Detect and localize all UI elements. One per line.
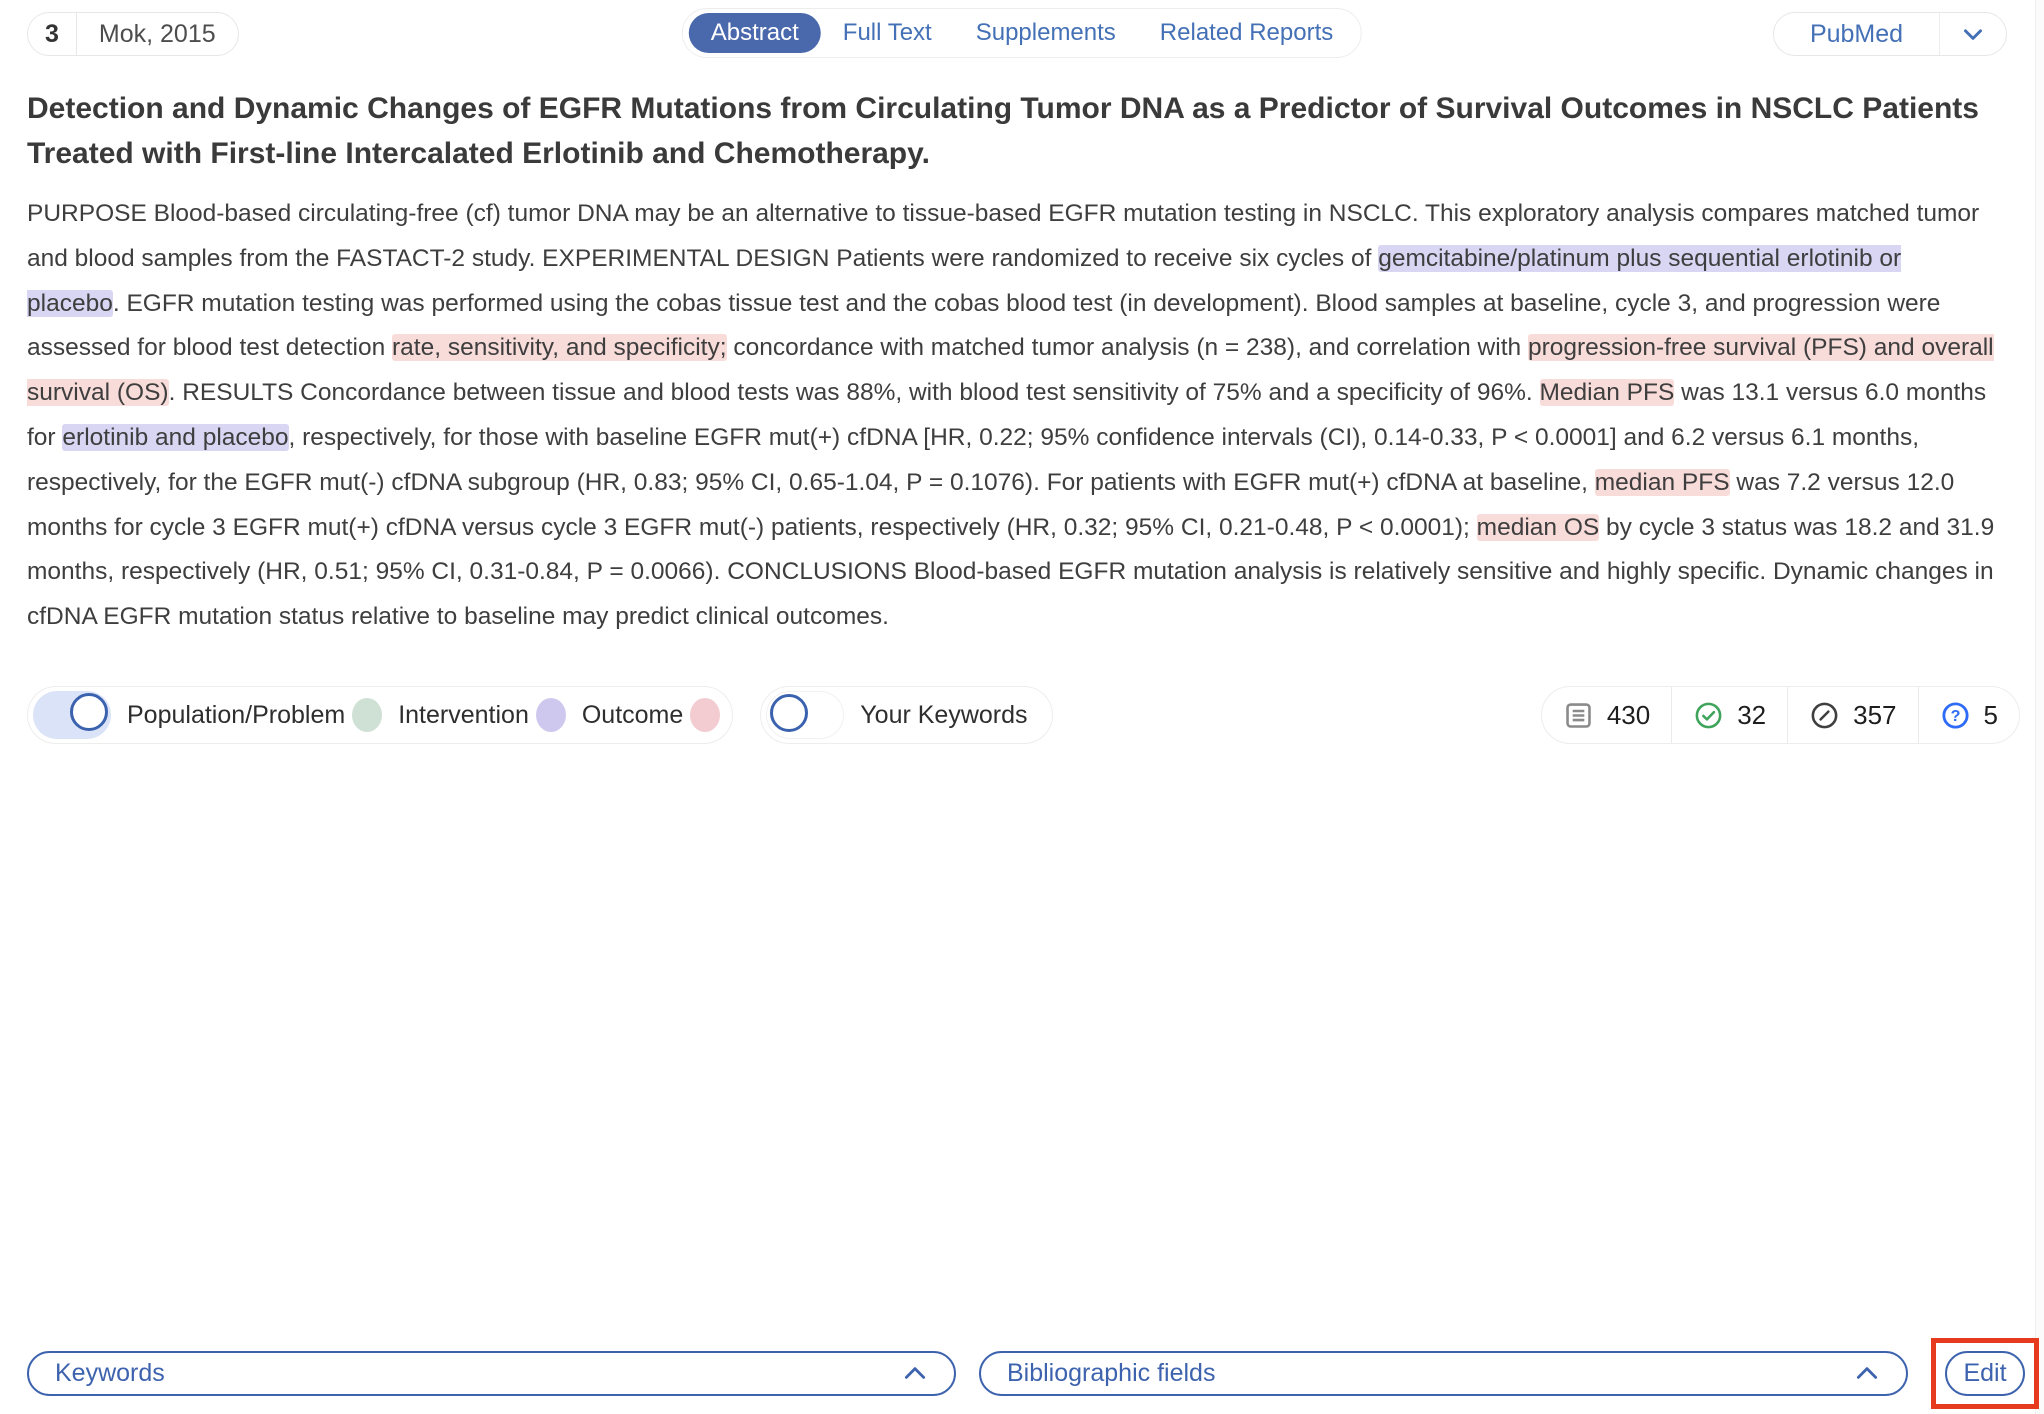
stat-unscreened <box>1919 687 2019 743</box>
keywords-collapse-bar[interactable] <box>27 1351 956 1396</box>
highlight-outcome: median OS <box>1476 513 1600 541</box>
footer-bar <box>27 1338 2039 1409</box>
article-title: Detection and Dynamic Changes of EGFR Mutations from Circulating Tumor DNA as a Predictor of Survival Outcomes in NSCLC Patients Treated with First-line Intercalated Erlotinib and Chemotherapy. <box>27 92 1979 170</box>
svg-text:?: ? <box>1950 706 1960 725</box>
highlight-outcome: progression-free survival (PFS) and overall survival (OS) <box>27 334 1994 407</box>
stat-unscreened-value: 5 <box>1983 699 1998 730</box>
legend-label-outcome: Outcome <box>581 700 684 729</box>
tab-full-text[interactable]: Full Text <box>842 19 932 46</box>
toggle-knob <box>70 693 108 731</box>
source-dropdown-label: PubMed <box>1774 13 1940 55</box>
article-icon <box>1563 700 1594 731</box>
abstract-segment: . EGFR mutation testing was performed using the cobas tissue test and the cobas blood test (in development). Blood samples at baseline, cycle 3, and progression were assessed for blood test detection <box>27 289 1941 362</box>
your-keywords-label: Your Keywords <box>860 700 1028 729</box>
slash-circle-icon <box>1809 700 1840 731</box>
stat-excluded <box>1788 687 1918 743</box>
outcome-color-dot <box>690 698 720 732</box>
stat-total-value: 430 <box>1606 699 1651 730</box>
abstract-segment: concordance with matched tumor analysis (n = 238), and correlation with <box>726 334 1528 362</box>
highlight-intervention: gemcitabine/platinum plus sequential erlotinib or placebo <box>27 244 1902 317</box>
bibliographic-bar-label: Bibliographic fields <box>1007 1359 1216 1387</box>
abstract-segment: by cycle 3 status was 18.2 and 31.9 months, respectively (HR, 0.51; 95% CI, 0.31-0.84, P = 0.0066). CONCLUSIONS Blood-based EGFR mutation analysis is relatively sensitive and highly specific. Dynamic changes in cfDNA EGFR mutation status relative to baseline may predict clinical outcomes. <box>27 513 1995 631</box>
tab-supplements[interactable]: Supplements <box>975 19 1116 46</box>
chevron-down-icon[interactable] <box>1940 13 2006 55</box>
abstract-segment: PURPOSE Blood-based circulating-free (cf) tumor DNA may be an alternative to tissue-based EGFR mutation testing in NSCLC. This exploratory analysis compares matched tumor and blood samples from the FASTACT-2 study. EXPERIMENTAL DESIGN Patients were randomized to receive six cycles of <box>27 200 1980 272</box>
keywords-bar-label: Keywords <box>55 1359 165 1387</box>
abstract-segment: , respectively, for those with baseline EGFR mut(+) cfDNA [HR, 0.22; 95% confidence intervals (CI), 0.14-0.33, P < 0.0001] and 6.2 versus 6.1 months, respectively, for the EGFR mut(-) cfDNA subgroup (HR, 0.83; 95% CI, 0.65-1.04, P = 0.1076). For patients with EGFR mut(+) cfDNA at baseline, <box>27 423 1920 496</box>
abstract-segment: was 13.1 versus 6.0 months for <box>27 379 1987 451</box>
pico-highlight-pill <box>27 686 733 744</box>
legend-item-population <box>127 698 382 732</box>
your-keywords-pill <box>760 686 1052 744</box>
highlight-outcome: median PFS <box>1594 468 1730 496</box>
abstract-text <box>27 192 1998 640</box>
question-circle-icon <box>1940 700 1971 731</box>
tag-controls-row <box>27 686 2020 744</box>
legend-label-intervention: Intervention <box>398 700 529 729</box>
screening-stats-pill <box>1541 686 2020 744</box>
highlight-intervention: erlotinib and placebo <box>62 423 289 451</box>
chevron-up-icon <box>902 1359 928 1388</box>
source-dropdown[interactable] <box>1773 12 2007 56</box>
legend-label-population: Population/Problem <box>127 700 346 729</box>
toggle-knob <box>770 694 808 732</box>
highlight-outcome: rate, sensitivity, and specificity; <box>392 334 727 362</box>
highlight-outcome: Median PFS <box>1539 379 1675 407</box>
check-circle-icon <box>1693 700 1724 731</box>
legend-item-outcome <box>582 698 720 732</box>
scrollbar-gutter[interactable] <box>2035 0 2044 1414</box>
annotation-highlight-box <box>1931 1338 2039 1409</box>
view-tabs <box>682 8 1362 58</box>
legend-item-intervention <box>398 698 566 732</box>
chevron-up-icon <box>1854 1359 1880 1388</box>
citation-label: Mok, 2015 <box>98 19 216 48</box>
stat-included <box>1672 687 1788 743</box>
edit-button[interactable]: Edit <box>1945 1351 2025 1396</box>
population-color-dot <box>352 698 382 732</box>
stat-excluded-value: 357 <box>1853 699 1897 730</box>
bibliographic-collapse-bar[interactable] <box>979 1351 1908 1396</box>
stat-total <box>1542 687 1672 743</box>
reference-number: 3 <box>28 13 77 55</box>
pico-highlight-toggle[interactable] <box>33 691 111 739</box>
stat-included-value: 32 <box>1737 699 1767 730</box>
reference-pill <box>27 12 239 56</box>
abstract-segment: . RESULTS Concordance between tissue and blood tests was 88%, with blood test sensitivity of 75% and a specificity of 96%. <box>168 379 1540 407</box>
tab-related-reports[interactable]: Related Reports <box>1159 19 1334 46</box>
abstract-segment: was 7.2 versus 12.0 months for cycle 3 EGFR mut(+) cfDNA versus cycle 3 EGFR mut(-) patients, respectively (HR, 0.32; 95% CI, 0.21-0.48, P < 0.0001); <box>27 468 1955 541</box>
tab-abstract[interactable]: Abstract <box>689 13 821 53</box>
intervention-color-dot <box>536 698 566 732</box>
your-keywords-toggle[interactable] <box>766 691 844 739</box>
